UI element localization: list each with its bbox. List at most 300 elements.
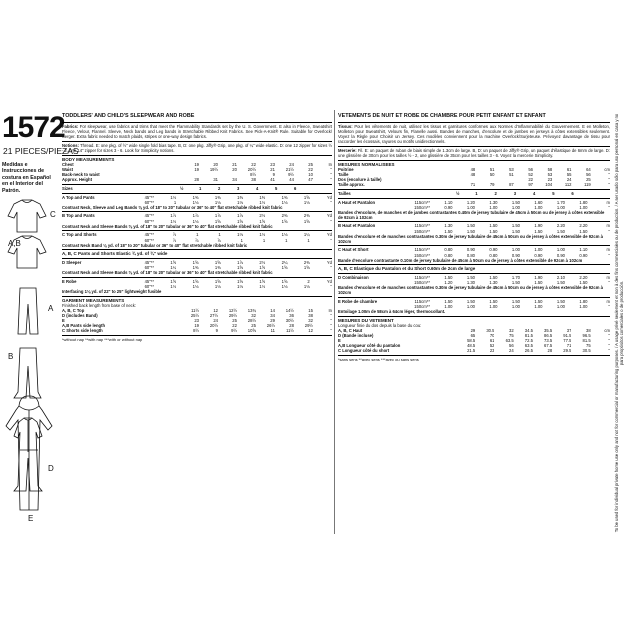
column-divider [334,110,335,534]
cell-value: 1.50 [511,228,520,234]
cell-value: 0.80 [444,247,453,253]
size-value: 5 [552,190,555,196]
cell-value: 38 [585,327,591,333]
cell-value: ⅞ [172,232,177,238]
cell-value: " [608,337,610,343]
english-fabrics: Fabrics: For sleepwear, use fabrics and trims that meet the Flammability Standards set by the U. S. Government. E also in Fleece, Sweatshirt Fleece, Velour, Flannel. Sleeve, Neck bands and Leg bands in Stretchable Ribbed Knit Fabrics. See Pick-A-Knit® Rule. Suitable for Overlock/ Serger. Extra fabric needed to match plaids, stripes or one-way design fabrics. [62,123,332,139]
french-notions: Mercerie: Fil. E: un paquet de ruban de biais simple de 1.3cm de large. B, D: un paquet de Jiffy® Grip, un paquet d'élastique de 6mm de large. D: une glissière de 30cm pour les tailles ½ - 2, une glissière de 35cm pour les tailles 3 - 6. Voyez la mercerie Simplicity. [338,147,610,158]
cell-value: 1 [262,237,266,243]
cell-value: 1⅛ [237,232,243,238]
cell-value: 1.50 [466,298,475,304]
cell-value: 38 [308,312,313,318]
cell-value: 14 [270,307,275,313]
cell-value: 1⅞ [214,213,221,219]
cell-value: 19 [194,323,199,329]
cell-value: 1⅛ [170,218,177,224]
cell-value: 1.50 [534,228,543,234]
cell-value: 38 [251,177,256,183]
cell-value: m [606,274,610,280]
contrast-note: Bandes d'encolure, de manches et de jambes contrastantes 0.40m de jersey tubulaire de 45cm à 50cm ou de jersey à côtes extensible de 92cm à 102cm [338,209,605,220]
cell-value: In [328,307,332,313]
cell-value: 1.70 [511,274,520,280]
row-label: Waist [62,166,74,172]
fabric-width: 60"** [144,218,154,224]
cell-value: 20 [213,161,218,167]
english-title: TODDLERS' AND CHILD'S SLEEPWEAR AND ROBE [62,113,195,119]
cell-value: " [330,323,332,329]
view-label: C Haut et Short [338,247,369,253]
fabric-width: 45"** [144,194,154,200]
cell-value: 52 [528,171,533,177]
french-garment-sub: Longueur finie du dos depuis la base du cou: [338,322,422,328]
row-label: Approx. Height [62,177,93,183]
size-value: 6 [571,190,574,196]
contrast-note: Contrast Neck and Sleeve Bands ⅜ yd. of 18" to 20" tubular or 36" to 40" flat stretchable ribbed knit fabric [62,223,273,229]
cell-value: 1⅜ [192,264,199,270]
cell-value: ⅞ [195,237,199,243]
fabric-width: 60"** [144,264,154,270]
view-label: D Combinaison [338,274,369,280]
yardage-block [338,223,610,246]
french-garment-table [338,328,610,354]
cell-value: 1⅝ [259,278,266,284]
view-label: A, B, C Elastique du Pantalon et du Short 0.60m de 2cm de large [338,266,476,272]
cell-value: 1.30 [489,199,498,205]
cell-value: 51 [509,171,514,177]
cell-value: 31 [213,177,218,183]
cell-value: m [606,223,610,229]
cell-value: " [330,312,332,318]
cell-value: " [330,237,332,243]
cell-value: 1.50 [444,228,453,234]
cell-value: 1⅛ [214,283,221,289]
cell-value: 64 [586,166,591,172]
row-label: C Shorts side length [62,328,103,334]
cell-value: 29½ [228,312,237,318]
cell-value: 63.5 [524,343,533,349]
cell-value: 1.00 [489,303,498,309]
cell-value: 1¼ [170,264,177,270]
size-value: 5 [275,185,278,191]
size-value: 1 [199,185,202,191]
cell-value: 1⅛ [259,283,266,289]
cell-value: 75 [585,343,591,349]
cell-value: 1.50 [556,228,565,234]
yardage-block [62,232,332,250]
cell-value: 1⅝ [170,278,177,284]
cell-value: 1⅛ [237,283,243,289]
cell-value: " [608,182,610,188]
cell-value: 1⅝ [303,264,310,270]
cell-value: " [330,199,332,205]
cell-value: 37 [566,327,572,333]
cell-value: 1⅞ [170,213,177,219]
cell-value: 1.00 [534,303,543,309]
cell-value: 25 [232,317,237,323]
cell-value: 1.50 [511,223,520,229]
cell-value: Yd [326,213,332,219]
sizes-label: Tailles [338,190,351,196]
cell-value: " [330,218,332,224]
cell-value: 2⅜ [303,259,310,265]
cell-value: 1⅝ [214,218,221,224]
yardage-block [338,275,610,298]
cell-value: 1⅛ [281,232,288,238]
view-label-d: D [48,464,54,473]
fabric-width: 60"** [144,199,154,205]
english-footnote: *without nap **with nap ***with or without nap [62,337,143,343]
cell-value: 1⅛ [281,283,288,289]
cell-value: 1⅝ [192,259,199,265]
fabric-width: 115cm** [414,223,430,229]
cell-value: 53 [547,171,553,177]
cell-value: 1.10 [579,247,588,253]
cell-value: 8½ [193,328,199,334]
cell-value: 1.00 [579,303,588,309]
cell-value: 25½ [190,312,199,318]
size-value: 2 [494,190,497,196]
fabric-width: 45"** [144,232,154,238]
cell-value: ⅞ [172,237,177,243]
cell-value: 9 [215,328,218,334]
cell-value: 2⅜ [281,213,288,219]
cell-value: In [328,161,332,167]
cell-value: cm [604,327,610,333]
cell-value: 67.5 [544,343,553,349]
cell-value: 25 [586,176,591,182]
cell-value: 96.5 [582,332,591,338]
cell-value: 1⅝ [237,218,243,224]
cell-value: " [608,228,610,234]
cell-value: 81.5 [524,332,533,338]
french-garment-header: MESURES DU VETEMENT [338,317,394,323]
cell-value: 2⅛ [259,259,266,265]
cell-value: 1.00 [534,204,543,210]
contrast-note: Interfacing 1⅛ yd. of 22" to 25" lightweight fusible [62,289,162,295]
row-label: A, B, C Top [62,307,85,313]
cell-value: 25 [308,161,313,167]
cell-value: 21.5 [467,348,476,354]
size-value: 3 [237,185,240,191]
french-title: VETEMENTS DE NUIT ET ROBE DE CHAMBRE POUR PETIT ENFANT ET ENFANT [338,113,546,119]
cell-value: 104 [545,182,553,188]
cell-value: 72.5 [524,337,533,343]
cell-value: 1⅝ [259,264,266,270]
cell-value: 58.5 [467,337,476,343]
cell-value: 1⅜ [237,194,243,200]
table-row [62,328,332,333]
cell-value: 48 [470,171,476,177]
cell-value: 1.50 [534,279,543,285]
view-label: E Robe de chambre [338,298,378,304]
french-sizes-table [338,191,610,196]
cell-value: 1.50 [466,274,475,280]
size-value: 6 [294,185,297,191]
cell-value: 1⅝ [237,264,243,270]
cell-value: 1.00 [534,247,543,253]
fabric-width: 45"** [144,213,154,219]
row-label: E [62,317,65,323]
fabric-width: 45"** [144,259,154,265]
cell-value: 97 [528,182,533,188]
cell-value: 1.90 [534,223,543,229]
cell-value: 1⅝ [170,259,177,265]
english-body-table [62,162,332,183]
cell-value: " [608,303,610,309]
english-garment-table [62,308,332,334]
cell-value: 35.5 [544,327,553,333]
view-label-c: C [50,210,56,219]
cell-value: 1.50 [489,228,498,234]
table-row [338,182,610,187]
cell-value: 11½ [191,307,199,313]
cell-value: 15 [308,307,313,313]
cell-value: 32 [509,327,514,333]
cell-value: 1.50 [444,274,453,280]
cell-value: 1⅛ [192,218,199,224]
cell-value: 63.5 [505,337,514,343]
cell-value: 61 [489,337,495,343]
french-body-header: MESURES NORMALISEES [338,161,395,167]
cell-value: 1.80 [579,199,588,205]
cell-value: 1.50 [466,223,475,229]
cell-value: 1.50 [511,199,520,205]
cell-value: 1⅝ [214,278,221,284]
cell-value: 23 [194,317,199,323]
cell-value: " [330,264,332,270]
cell-value: " [608,252,610,258]
cell-value: 12 [308,328,313,334]
cell-value: 36 [289,312,294,318]
cell-value: 1.00 [556,303,565,309]
cell-value: 1⅜ [192,194,199,200]
yardage-block [62,251,332,259]
cell-value: " [608,176,610,182]
cell-value: 2⅜ [303,213,310,219]
yardage-block [62,213,332,231]
cell-value: 2.20 [579,274,588,280]
fabric-width: 150cm** [414,252,430,258]
cell-value: 9½ [288,171,294,177]
cell-value: 8½ [250,171,256,177]
size-value [313,186,332,191]
cell-value: cm [604,166,610,172]
cell-value: 1.50 [556,298,565,304]
cell-value: 1⅛ [237,199,243,205]
view-label: B Top and Pants [62,213,95,219]
cell-value: 1⅞ [237,213,243,219]
cell-value: 1.00 [489,204,498,210]
cell-value: 77.5 [563,337,572,343]
cell-value: 24 [509,348,514,354]
cell-value: 2.20 [556,223,565,229]
fabric-width: 150cm** [414,279,430,285]
cell-value: 1⅛ [259,232,266,238]
cell-value: 1⅝ [237,278,243,284]
cell-value: 28 [289,323,294,329]
cell-value: 86.5 [544,332,553,338]
cell-value: 112 [564,182,572,188]
view-label-a: A [48,304,54,313]
cell-value: 1.50 [489,274,498,280]
cell-value: 1⅛ [192,283,199,289]
cell-value: 1.30 [444,223,453,229]
cell-value: Yd [326,232,332,238]
row-label: Taille approx. [338,182,365,188]
cell-value: 91.5 [563,332,572,338]
row-label: C Longueur côté du short [338,348,390,354]
cell-value: 11½ [286,328,294,334]
row-label: D (includes Band) [62,312,98,318]
cell-value: 1⅝ [259,218,266,224]
robe-sketch-icon [0,390,60,530]
cell-value: 28 [547,348,553,354]
cell-value: 1⅝ [192,278,199,284]
size-value: 4 [532,190,536,196]
cell-value: 1.00 [466,204,475,210]
row-label: Chest [62,161,74,167]
cell-value: 2.10 [556,274,565,280]
cell-value: 1.00 [511,303,520,309]
fabric-width: 150cm** [414,228,430,234]
cell-value: 1 [173,199,177,205]
contrast-note: Bande d'encolure contrastante 0.10m de jersey tubulaire de 45cm à 50cm ou de jersey à côtes extensible de 92cm à 102cm [338,257,583,263]
cell-value: 79 [489,182,495,188]
cell-value: 1⅛ [170,283,177,289]
cell-value: m [606,298,610,304]
fabric-width: 115cm** [414,247,430,253]
usage-disclaimer [614,112,634,534]
yardage-block [338,247,610,265]
cell-value: 29½ [304,323,313,329]
fabric-width: 45"** [144,278,154,284]
cell-value: 56 [509,343,514,349]
view-label: A, B, C Pants and Shorts Elastic ¾ yd. of ¾" wide [62,251,168,257]
cell-value: Yd [326,278,332,284]
size-value: 2 [218,185,221,191]
cell-value: 22 [232,323,237,329]
cell-value: 52 [489,343,495,349]
cell-value: 0.90 [511,252,520,258]
english-body-header: BODY MEASUREMENTS [62,156,115,162]
cell-value: 9½ [231,328,237,334]
cell-value: 1⅝ [303,194,310,200]
cell-value: ⅞ [217,237,221,243]
cell-value: 32 [251,312,256,318]
cell-value: 1.50 [534,298,543,304]
english-garment-sub: Finished back length from base of neck: [62,302,137,308]
cell-value: 44 [289,177,294,183]
contrast-note: Bandes d'encolure et de manches contrastantes 0.30m de jersey tubulaire de 45cm à 50cm ou de jersey à côtes extensible de 92cm à 102cm [338,285,603,296]
table-row [62,177,332,182]
cell-value: 1.50 [579,279,588,285]
view-label: C Top and Shorts [62,232,97,238]
cell-value: 21 [232,161,237,167]
cell-value: 73.5 [544,337,553,343]
cell-value: 56 [586,171,591,177]
french-column [338,113,610,537]
cell-value: 1⅝ [303,218,310,224]
cell-value: " [608,279,610,285]
cell-value: 1.00 [511,247,520,253]
row-label: A,B Pants side length [62,323,106,329]
row-label: Back-neck to waist [62,171,100,177]
cell-value: 55 [566,171,572,177]
cell-value: 30½ [285,317,294,323]
cell-value: 19 [194,161,199,167]
view-label-b: B [8,352,14,361]
row-label: Taille [338,171,349,177]
cell-value: 71 [470,182,476,188]
size-value: ½ [180,185,184,191]
cell-value: 1.00 [579,204,588,210]
contrast-note: Contrast Neck and Sleeve Bands ⅜ yd. of 18" to 20" tubular or 36" to 40" flat stretchable ribbed knit fabric [62,270,273,276]
cell-value: 1 [218,232,221,238]
cell-value: 1⅛ [170,194,177,200]
row-label: E [338,337,341,343]
cell-value: 9 [272,171,275,177]
cell-value: 1.70 [556,199,565,205]
cell-value: 1⅛ [303,283,310,289]
cell-value: 119 [584,182,591,188]
cell-value: 1.00 [556,204,565,210]
cell-value: 2 [307,278,310,284]
cell-value: 1.50 [489,223,498,229]
cell-value: 1.20 [444,279,453,285]
cell-value: 1⅝ [281,264,288,270]
cell-value: 23 [489,348,495,354]
cell-value: 1.50 [511,298,520,304]
cell-value: 24 [289,161,294,167]
cell-value: 0.90 [556,252,565,258]
cell-value: 1.30 [489,279,498,285]
cell-value: 29 [470,327,476,333]
cell-value: 34.5 [524,327,533,333]
cell-value: 2⅛ [259,213,266,219]
view-label: E Robe [62,278,77,284]
french-yardage [338,200,610,317]
cell-value: 1⅜ [214,194,221,200]
cell-value: 1⅜ [214,264,221,270]
cell-value: 2¼ [281,259,288,265]
size-value: 4 [256,185,259,191]
cell-value: 24 [213,317,218,323]
yardage-block [62,279,332,297]
cell-value: 1 [196,232,199,238]
cell-value: 1.50 [579,228,588,234]
cell-value: 48.5 [467,343,476,349]
cell-value: 58 [547,166,553,172]
cell-value: 26.5 [524,348,533,354]
size-value: ½ [456,190,460,196]
french-fabrics: Tissus: Pour les vêtements de nuit, utilisez les tissus et garnitures conformes aux Normes d'Inflammabilité du Gouvernement. E en Molleton, Molleton pour Sweatshirt, Velours fin, Flanelle aussi. Bandes de manches, d'encolure et de jambes en jerseys à côtes extensibles seulement. Voyez la Règle pour Choisir un Jersey. Ces modèles conviennent pour la machine Overlock/Surjeteuse. Prévoyez davantage de tissu pour raccorder les écossais, rayures ou motifs unidirectionnels. [338,123,610,144]
row-label: D (Bande incluse) [338,332,374,338]
cell-value: 34 [270,312,275,318]
fabric-width: 115cm** [414,274,430,280]
cell-value: 22 [308,166,313,172]
cell-value: 1⅝ [281,218,288,224]
cell-value: 26½ [266,323,275,329]
cell-value: 19½ [209,166,218,172]
cell-value: 1⅜ [259,194,266,200]
cell-value: " [330,328,332,334]
cell-value: 22 [528,176,533,182]
cell-value: 1 [307,237,310,243]
cell-value: 81.5 [582,337,591,343]
cell-value: 1.50 [556,279,565,285]
english-garment-header: GARMENT MEASUREMENTS [62,297,125,303]
cell-value: 56 [528,166,533,172]
